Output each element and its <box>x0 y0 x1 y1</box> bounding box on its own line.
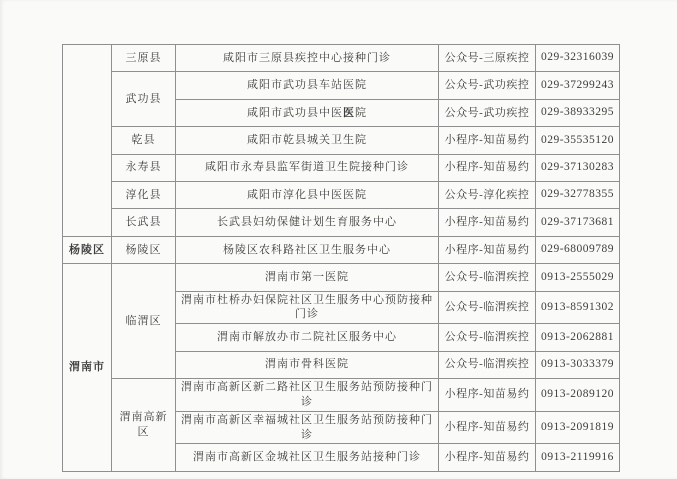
institution-cell: 咸阳市淳化县中医医院 <box>176 181 439 208</box>
institution-cell: 咸阳市永寿县监军街道卫生院接种门诊 <box>176 154 439 181</box>
institution-cell: 杨陵区农科路社区卫生服务中心 <box>176 236 439 263</box>
table-row <box>63 181 620 208</box>
city-cell <box>63 45 112 237</box>
institution-cell: 咸阳市武功县车站医院 <box>176 72 439 99</box>
phone-cell: 029-37173681 <box>536 209 620 236</box>
phone-cell: 0913-2555029 <box>536 264 620 291</box>
county-cell: 乾县 <box>112 127 176 154</box>
method-cell: 公众号-武功疾控 <box>439 99 536 126</box>
method-cell: 公众号-三原疾控 <box>439 45 536 72</box>
method-cell: 公众号-临渭疾控 <box>439 291 536 324</box>
institution-cell: 咸阳市三原县疾控中心接种门诊 <box>176 45 439 72</box>
method-cell: 公众号-临渭疾控 <box>439 351 536 378</box>
institution-cell: 渭南市高新区金城社区卫生服务站接种门诊 <box>176 444 439 471</box>
phone-cell: 029-38933295 <box>536 99 620 126</box>
county-cell: 临渭区 <box>112 264 176 379</box>
county-cell: 渭南高新区 <box>112 378 176 471</box>
county-cell: 三原县 <box>112 45 176 72</box>
phone-cell: 0913-2062881 <box>536 324 620 351</box>
table-row <box>63 378 620 411</box>
institution-cell: 渭南市高新区幸福城社区卫生服务站预防接种门诊 <box>176 411 439 444</box>
institution-cell: 渭南市高新区新二路社区卫生服务站预防接种门诊 <box>176 378 439 411</box>
method-cell: 公众号-武功疾控 <box>439 72 536 99</box>
table-row <box>63 154 620 181</box>
method-cell: 公众号-临渭疾控 <box>439 324 536 351</box>
table-row <box>63 264 620 291</box>
phone-cell: 0913-8591302 <box>536 291 620 324</box>
institution-cell: 渭南市解放办市二院社区服务中心 <box>176 324 439 351</box>
institution-text: 咸阳市武功县中医 <box>247 106 343 119</box>
method-cell: 小程序-知苗易约 <box>439 378 536 411</box>
phone-cell: 029-32316039 <box>536 45 620 72</box>
institution-cell: 渭南市骨科医院 <box>176 351 439 378</box>
county-cell: 永寿县 <box>112 154 176 181</box>
method-cell: 小程序-知苗易约 <box>439 209 536 236</box>
city-cell: 杨陵区 <box>63 236 112 263</box>
institution-cell: 渭南市第一医院 <box>176 264 439 291</box>
method-cell: 小程序-知苗易约 <box>439 236 536 263</box>
table-row <box>63 209 620 236</box>
method-cell: 小程序-知苗易约 <box>439 127 536 154</box>
city-cell: 渭南市 <box>63 264 112 472</box>
county-cell: 淳化县 <box>112 181 176 208</box>
method-cell: 公众号-临渭疾控 <box>439 264 536 291</box>
phone-cell: 029-32778355 <box>536 181 620 208</box>
institution-text: 院 <box>355 106 367 119</box>
institution-cell: 渭南市杜桥办妇保院社区卫生服务中心预防接种门诊 <box>176 291 439 324</box>
method-cell: 小程序-知苗易约 <box>439 154 536 181</box>
institution-cell: 咸阳市乾县城关卫生院 <box>176 127 439 154</box>
phone-cell: 029-37130283 <box>536 154 620 181</box>
phone-cell: 0913-3033379 <box>536 351 620 378</box>
county-cell: 杨陵区 <box>112 236 176 263</box>
institution-cell: 长武县妇幼保健计划生育服务中心 <box>176 209 439 236</box>
table-row <box>63 72 620 99</box>
county-cell: 长武县 <box>112 209 176 236</box>
phone-cell: 029-35535120 <box>536 127 620 154</box>
phone-cell: 0913-2089120 <box>536 378 620 411</box>
table-row <box>63 236 620 263</box>
method-cell: 公众号-淳化疾控 <box>439 181 536 208</box>
method-cell: 小程序-知苗易约 <box>439 444 536 471</box>
phone-cell: 029-68009789 <box>536 236 620 263</box>
institution-text-bold: 医 <box>343 106 355 119</box>
table-row <box>63 127 620 154</box>
vaccination-clinic-table <box>62 44 620 472</box>
county-cell: 武功县 <box>112 72 176 127</box>
phone-cell: 0913-2119916 <box>536 444 620 471</box>
phone-cell: 029-37299243 <box>536 72 620 99</box>
institution-cell <box>176 99 439 126</box>
phone-cell: 0913-2091819 <box>536 411 620 444</box>
method-cell: 小程序-知苗易约 <box>439 411 536 444</box>
table-row <box>63 45 620 72</box>
